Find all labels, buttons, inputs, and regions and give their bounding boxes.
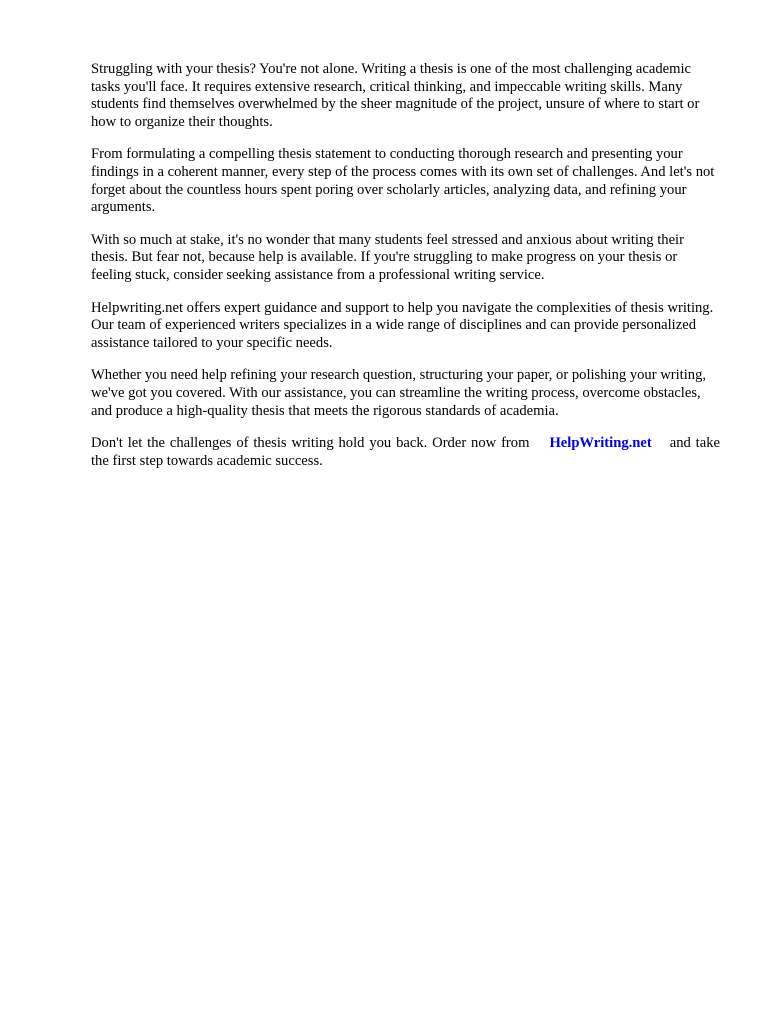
paragraph-intro: Struggling with your thesis? You're not alone. Writing a thesis is one of the most challenging academic tasks you'll face. It requires extensive research, critical thinking, and impeccable writing skills. Many students find themselves overwhelmed by the sheer magnitude of the project, unsure of where to start or how to organize their thoughts. <box>91 61 700 130</box>
paragraph-stress: With so much at stake, it's no wonder that many students feel stressed and anxious about writing their thesis. But fear not, because help is available. If you're struggling to make progress on your thesis or feeling stuck, consider seeking assistance from a professional writing service. <box>91 231 684 283</box>
paragraph-closing <box>91 435 720 470</box>
paragraph-service: Helpwriting.net offers expert guidance and support to help you navigate the complexities of thesis writing. Our team of experienced writers specializes in a wide range of disciplines and can provide personalized assistance tailored to your specific needs. <box>91 299 714 351</box>
paragraph-challenges: From formulating a compelling thesis statement to conducting thorough research and presenting your findings in a coherent manner, every step of the process comes with its own set of challenges. And let's not forget about the countless hours spent poring over scholarly articles, analyzing data, and refining your arguments. <box>91 146 715 216</box>
closing-text-after-link: and take the first step towards academic success. <box>91 435 720 469</box>
document-body <box>91 61 720 485</box>
paragraph-assistance: Whether you need help refining your research question, structuring your paper, or polishing your writing, we've got you covered. With our assistance, you can streamline the writing process, overcome obstacles, and produce a high-quality thesis that meets the rigorous standards of academia. <box>91 367 707 419</box>
closing-text-before-link: Don't let the challenges of thesis writing hold you back. Order now from <box>91 435 530 452</box>
helpwriting-link[interactable]: HelpWriting.net <box>549 435 652 452</box>
